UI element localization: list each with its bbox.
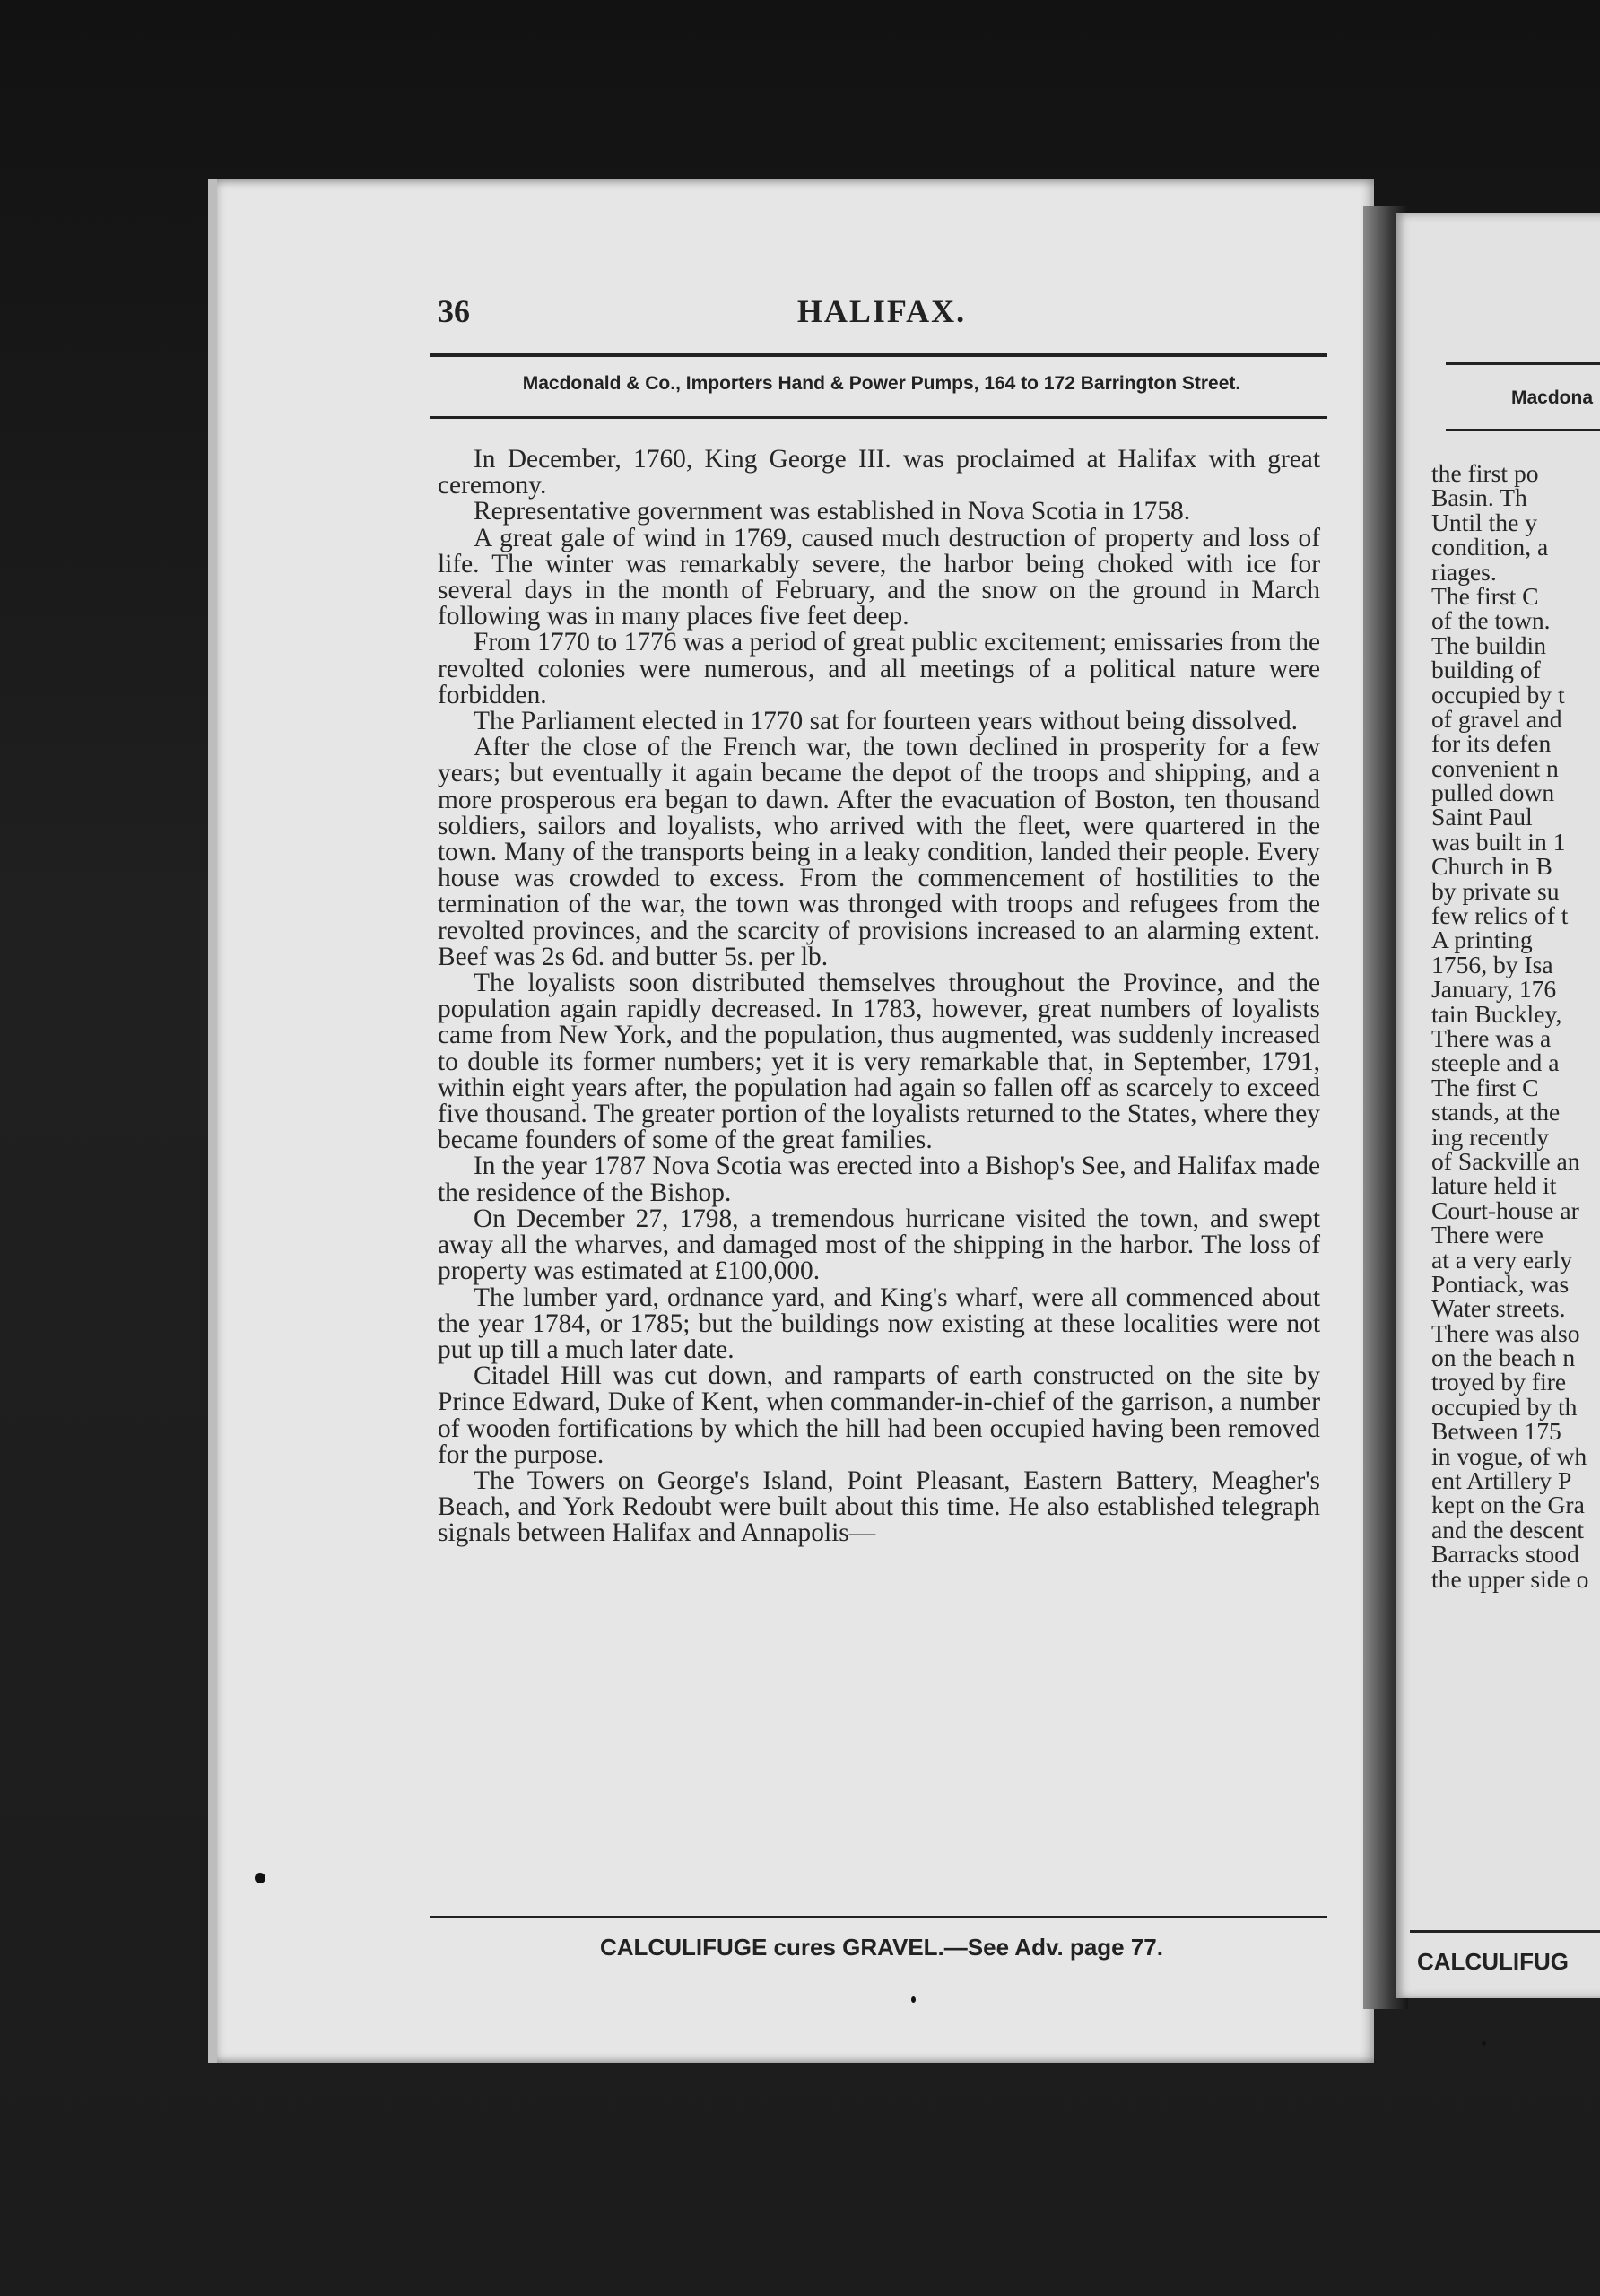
paragraph: The loyalists soon distributed themselves throughout the Province, and the population again rapidly decreased. In 1783, however, great numbers of loyalists came from New York, and the population, thus augmented, was suddenly increased to double its former numbers; yet it is very remarkable that, in September, 1791, within eight years after, the population had again so fallen off as scarcely to exceed five thousand. The greater portion of the loyalists returned to the States, where they became founders of some of the great families. <box>438 969 1320 1155</box>
right-footer-advert: CALCULIFUG <box>1417 1948 1569 1975</box>
right-page-text <box>1431 461 1600 1591</box>
right-page-line: ing recently <box>1431 1122 1550 1151</box>
right-page-line: of gravel and <box>1431 704 1562 733</box>
right-page-line: for its defen <box>1431 729 1552 758</box>
paragraph: In December, 1760, King George III. was proclaimed at Halifax with great ceremony. <box>438 445 1320 500</box>
running-title: HALIFAX. <box>796 293 967 329</box>
right-page-line: Pontiack, was <box>1431 1269 1570 1298</box>
right-page-line: ent Artillery P <box>1431 1466 1572 1495</box>
right-page-line: January, 176 <box>1431 975 1557 1004</box>
right-page-line: the upper side o <box>1431 1564 1589 1593</box>
page-number: 36 <box>438 293 470 329</box>
right-page-line: convenient n <box>1431 753 1559 782</box>
advert-header: Macdonald & Co., Importers Hand & Power Pumps, 164 to 172 Barrington Street. <box>522 373 1241 394</box>
right-page-line: There was a <box>1431 1023 1552 1052</box>
ink-speck <box>1482 2041 1486 2046</box>
body-text <box>438 447 1320 1547</box>
right-page-line: troyed by fire <box>1431 1368 1567 1396</box>
right-page-line: stands, at the <box>1431 1098 1561 1126</box>
right-page-line: and the descent <box>1431 1515 1585 1544</box>
right-page-line: There was also <box>1431 1318 1580 1347</box>
right-page-line: The buildin <box>1431 631 1546 659</box>
header-rule <box>430 353 1327 357</box>
right-page-line: The first C <box>1431 581 1539 610</box>
right-page-line: few relics of t <box>1431 901 1569 930</box>
right-footer-rule <box>1410 1930 1600 1933</box>
right-page-line: riages. <box>1431 557 1497 586</box>
right-page-line: Barracks stood <box>1431 1540 1579 1569</box>
right-page-line: Church in B <box>1431 852 1552 881</box>
right-page-line: steeple and a <box>1431 1048 1560 1077</box>
right-page-line: pulled down <box>1431 778 1555 807</box>
right-page-line: building of <box>1431 656 1541 684</box>
right-page-line: in vogue, of wh <box>1431 1441 1587 1470</box>
right-page-line: kept on the Gra <box>1431 1491 1585 1519</box>
right-page-line: Court-house ar <box>1431 1196 1579 1224</box>
right-page-line: was built in 1 <box>1431 827 1566 856</box>
right-advert-rule <box>1446 429 1600 431</box>
paragraph: Citadel Hill was cut down, and ramparts of earth constructed on the site by Prince Edward, Duke of Kent, when commander-in-chief of the garrison, a number of wooden fortifications by which the hill had been occupied having been removed for the purpose. <box>438 1361 1320 1469</box>
right-page-line: of Sackville an <box>1431 1146 1580 1175</box>
right-page-line: the first po <box>1431 459 1539 487</box>
right-page-line: condition, a <box>1431 533 1549 561</box>
right-page-line: occupied by t <box>1431 680 1565 709</box>
right-header-rule <box>1446 362 1600 365</box>
paragraph: A great gale of wind in 1769, caused much destruction of property and loss of life. The winter was remarkably severe, the harbor being choked with ice for several days in the month of February, and the snow on the ground in March following was in many places five feet deep. <box>438 523 1320 631</box>
paragraph: The Towers on George's Island, Point Pleasant, Eastern Battery, Meagher's Beach, and York Redoubt were built about this time. He also established telegraph signals between Halifax and Annapolis— <box>438 1465 1320 1548</box>
paragraph: The Parliament elected in 1770 sat for fourteen years without being dissolved. <box>474 707 1299 736</box>
right-page-line: tain Buckley, <box>1431 999 1562 1028</box>
right-page-line: at a very early <box>1431 1245 1573 1274</box>
footer-rule <box>430 1916 1327 1918</box>
right-page-line: Between 175 <box>1431 1417 1561 1446</box>
ink-speck <box>255 1873 265 1883</box>
right-page-line: Basin. Th <box>1431 483 1527 512</box>
right-page-line: of the town. <box>1431 606 1551 635</box>
advert-rule <box>430 416 1327 419</box>
right-advert-header: Macdona <box>1511 387 1594 408</box>
footer-advert: CALCULIFUGE cures GRAVEL.—See Adv. page 77. <box>600 1934 1163 1961</box>
paragraph: After the close of the French war, the town declined in prosperity for a few years; but eventually it again became the depot of the troops and shipping, and a more prosperous era began to dawn. After the evacuation of Boston, ten thousand soldiers, sailors and loyalists, who arrived with the fleet, were quartered in the town. Many of the transports being in a leaky condition, landed their people. Every house was crowded to excess. From the commencement of hostilities to the termination of the war, the town was thronged with troops and refugees from the revolted provinces, and the scarcity of provisions increased to an alarming extent. Beef was 2s 6d. and butter 5s. per lb. <box>438 733 1320 971</box>
right-page-line: occupied by th <box>1431 1392 1578 1421</box>
right-page-line: by private su <box>1431 876 1560 905</box>
paragraph: The lumber yard, ordnance yard, and King's wharf, were all commenced about the year 1784, or 1785; but the buildings now existing at these localities were not put up till a much later date. <box>438 1283 1320 1364</box>
ink-speck <box>911 1996 916 2003</box>
right-page-line: The first C <box>1431 1073 1539 1101</box>
right-page-line: A printing <box>1431 926 1533 954</box>
paragraph: Representative government was established in Nova Scotia in 1758. <box>474 497 1191 526</box>
right-page-line: on the beach n <box>1431 1344 1576 1372</box>
right-page-line: Until the y <box>1431 508 1538 536</box>
right-page-line: 1756, by Isa <box>1431 950 1553 978</box>
right-page-line: lature held it <box>1431 1171 1557 1200</box>
right-page-line: There were <box>1431 1221 1543 1249</box>
page-header <box>438 292 1326 346</box>
right-page-line: Water streets. <box>1431 1294 1566 1323</box>
paragraph: On December 27, 1798, a tremendous hurricane visited the town, and swept away all the wharves, and damaged most of the shipping in the harbor. The loss of property was estimated at £100,000. <box>438 1204 1320 1286</box>
paragraph: From 1770 to 1776 was a period of great public excitement; emissaries from the revolted colonies were numerous, and all meetings of a political nature were forbidden. <box>438 628 1320 709</box>
paragraph: In the year 1787 Nova Scotia was erected into a Bishop's See, and Halifax made the residence of the Bishop. <box>438 1152 1320 1207</box>
right-page-line: Saint Paul <box>1431 803 1533 831</box>
